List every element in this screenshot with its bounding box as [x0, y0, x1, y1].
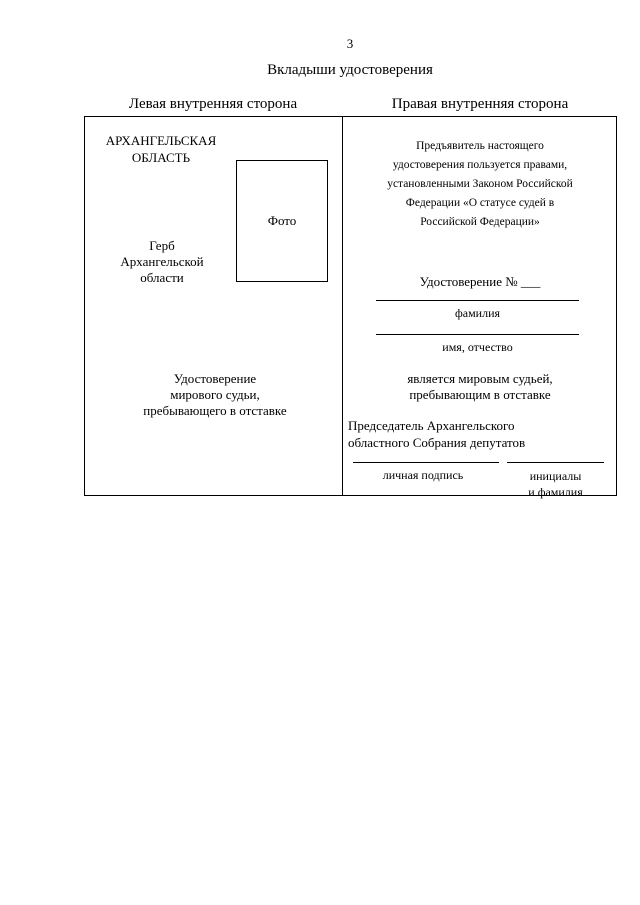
- surname-line: [376, 300, 579, 301]
- coat-line-2: Архангельской: [120, 254, 204, 269]
- surname-caption: фамилия: [454, 306, 501, 320]
- signature-caption: личная подпись: [382, 468, 464, 482]
- document-title: Вкладыши удостоверения: [267, 62, 433, 78]
- center-divider: [342, 116, 343, 496]
- left-side-heading: Левая внутренняя сторона: [128, 96, 298, 112]
- judge-status-text: [350, 371, 610, 403]
- signature-line: [353, 462, 499, 463]
- right-side-heading: Правая внутренняя сторона: [391, 96, 569, 112]
- bearer-line-2: удостоверения пользуется правами,: [392, 159, 568, 171]
- bearer-line-4: Федерации «О статусе судей в: [405, 197, 555, 209]
- judge-line-1: является мировым судьей,: [407, 371, 553, 386]
- chairman-line-2: областного Собрания депутатов: [348, 435, 526, 450]
- bearer-line-5: Российской Федерации»: [420, 216, 540, 228]
- initials-caption: [507, 468, 604, 500]
- doc-line-3: пребывающего в отставке: [143, 403, 287, 418]
- judge-line-2: пребывающим в отставке: [409, 387, 551, 402]
- region-line-2: ОБЛАСТЬ: [131, 150, 191, 165]
- doc-line-1: Удостоверение: [173, 371, 257, 386]
- coat-line-1: Герб: [149, 238, 175, 253]
- name-caption: имя, отчество: [442, 340, 513, 354]
- initials-line: [507, 462, 604, 463]
- bearer-line-1: Предъявитель настоящего: [416, 140, 544, 152]
- name-line: [376, 334, 579, 335]
- chairman-title: [348, 417, 608, 451]
- certificate-type-left: [110, 371, 320, 419]
- certificate-number: Удостоверение № ___: [419, 274, 541, 289]
- bearer-rights-text: [360, 137, 600, 232]
- chairman-line-1: Председатель Архангельского: [348, 418, 515, 433]
- doc-line-2: мирового судьи,: [170, 387, 260, 402]
- coat-line-3: области: [140, 270, 184, 285]
- initials-line-2: и фамилия: [528, 485, 583, 499]
- region-line-1: АРХАНГЕЛЬСКАЯ: [105, 133, 217, 148]
- photo-placeholder: [236, 160, 328, 282]
- bearer-line-3: установленными Законом Российской: [387, 178, 573, 190]
- photo-label: Фото: [267, 213, 297, 228]
- page-number: 3: [346, 36, 354, 51]
- region-name: [96, 132, 226, 166]
- coat-of-arms-placeholder: [107, 238, 217, 286]
- initials-line-1: инициалы: [529, 469, 582, 483]
